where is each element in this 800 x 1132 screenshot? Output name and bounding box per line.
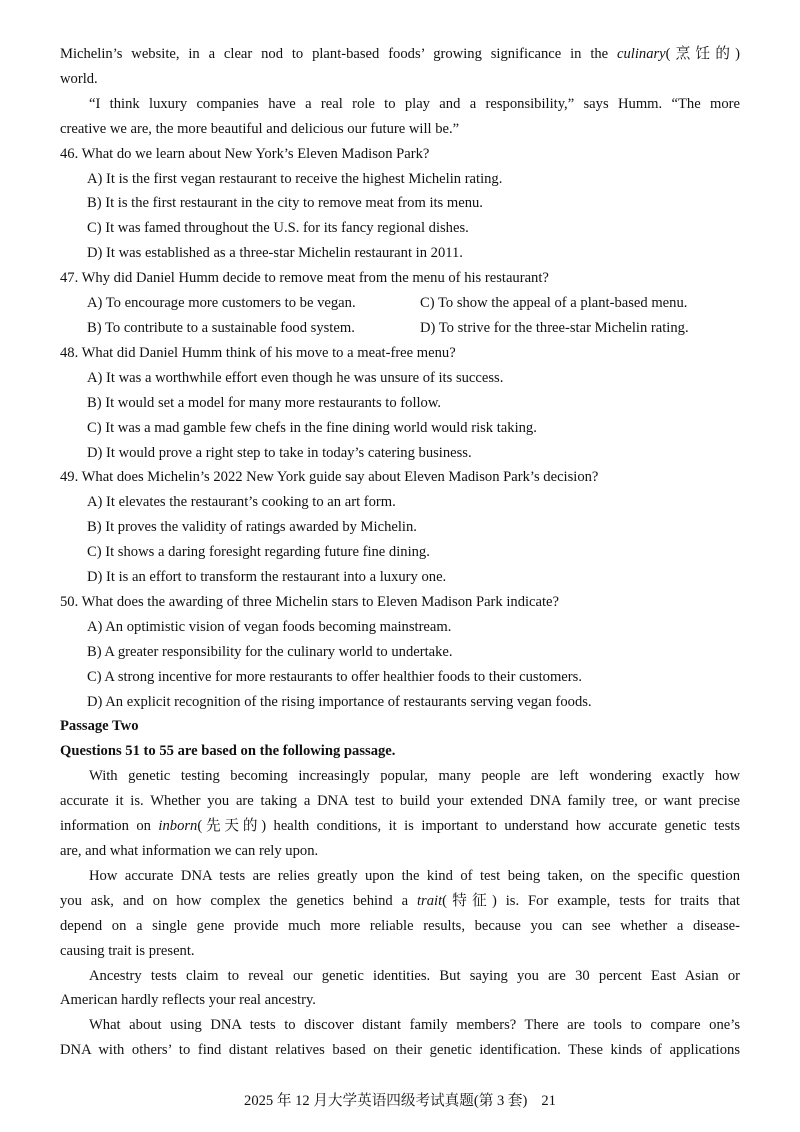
option-row (60, 316, 740, 341)
paragraph-line: With genetic testing becoming increasingly popular, many people are left wondering exactly how (89, 768, 740, 785)
italic-term: inborn (158, 818, 198, 835)
question-48-stem: 48. What did Daniel Humm think of his move to a meat-free menu? (60, 344, 456, 361)
paragraph-line: causing trait is present. (60, 942, 195, 959)
option-48-d: D) It would prove a right step to take in today’s catering business. (87, 444, 472, 461)
text: Michelin’s website, in a clear nod to plant-based foods’ growing significance in the (60, 46, 618, 62)
option-49-d: D) It is an effort to transform the restaurant into a luxury one. (87, 569, 447, 586)
option-48-a: A) It was a worthwhile effort even though he was unsure of its success. (87, 369, 504, 386)
option-46-c: C) It was famed throughout the U.S. for its fancy regional dishes. (87, 220, 469, 237)
option-50-a: A) An optimistic vision of vegan foods becoming mainstream. (87, 618, 452, 635)
paragraph-line: creative we are, the more beautiful and delicious our future will be.” (60, 120, 460, 137)
option-50-d: D) An explicit recognition of the rising importance of restaurants serving vegan foods. (87, 693, 592, 710)
question-50-stem: 50. What does the awarding of three Michelin stars to Eleven Madison Park indicate? (60, 593, 560, 610)
paragraph-line: are, and what information we can rely upon. (60, 843, 319, 859)
paragraph-line: DNA with others’ to find distant relatives based on their genetic identification. These kinds of applications (60, 1042, 740, 1059)
option-row (60, 291, 740, 316)
italic-term: trait (417, 892, 443, 909)
option-48-c: C) It was a mad gamble few chefs in the fine dining world would risk taking. (87, 419, 537, 436)
paragraph-line: What about using DNA tests to discover distant family members? There are tools to compare one’s (89, 1017, 740, 1034)
option-48-b: B) It would set a model for many more restaurants to follow. (87, 394, 442, 411)
gloss: (特征) is. For example, tests for traits that (442, 892, 740, 909)
paragraph-line (60, 889, 740, 914)
paragraph-line: accurate it is. Whether you are taking a DNA test to build your extended DNA family tree, or want precise (60, 793, 740, 810)
paragraph-line: American hardly reflects your real ancestry. (60, 992, 316, 1009)
paragraph-line (60, 42, 740, 67)
gloss: (烹饪的) (665, 46, 740, 62)
passage-heading: Passage Two (60, 718, 139, 735)
option-49-a: A) It elevates the restaurant’s cooking to an art form. (87, 494, 396, 511)
passage-instruction: Questions 51 to 55 are based on the following passage. (60, 743, 396, 760)
question-46-stem: 46. What do we learn about New York’s Eleven Madison Park? (60, 145, 430, 162)
option-50-b: B) A greater responsibility for the culinary world to undertake. (87, 643, 453, 660)
text: information on (60, 818, 159, 835)
option-46-d: D) It was established as a three-star Michelin restaurant in 2011. (87, 245, 463, 262)
footer-title: 2025 年 12 月大学英语四级考试真题(第 3 套) (244, 1093, 528, 1109)
gloss: (先天的) health conditions, it is important to understand how accurate genetic tests (197, 818, 741, 835)
paragraph-line: world. (60, 70, 98, 87)
page-footer (0, 1089, 800, 1110)
paragraph-line (60, 814, 740, 839)
paragraph-line: Ancestry tests claim to reveal our genetic identities. But saying you are 30 percent East Asian or (89, 967, 740, 984)
text: you ask, and on how complex the genetics behind a (60, 892, 417, 909)
page-number: 21 (541, 1093, 556, 1109)
option-47-b: B) To contribute to a sustainable food system. (87, 319, 355, 336)
option-49-c: C) It shows a daring foresight regarding future fine dining. (87, 544, 430, 561)
paragraph-line: How accurate DNA tests are relies greatly upon the kind of test being taken, on the specific question (89, 867, 740, 884)
page-content (60, 42, 740, 1063)
option-47-c: C) To show the appeal of a plant-based menu. (420, 295, 688, 312)
option-47-d: D) To strive for the three-star Michelin rating. (420, 319, 689, 336)
option-47-a: A) To encourage more customers to be vegan. (87, 295, 356, 312)
paragraph-line: depend on a single gene provide much more reliable results, because you can see whether a disease- (60, 917, 740, 934)
option-50-c: C) A strong incentive for more restaurants to offer healthier foods to their customers. (87, 668, 582, 685)
paragraph-line: “I think luxury companies have a real role to play and a responsibility,” says Humm. “The more (89, 95, 740, 112)
option-46-b: B) It is the first restaurant in the city to remove meat from its menu. (87, 195, 483, 212)
question-49-stem: 49. What does Michelin’s 2022 New York guide say about Eleven Madison Park’s decision? (60, 469, 599, 486)
option-49-b: B) It proves the validity of ratings awarded by Michelin. (87, 519, 417, 536)
question-47-stem: 47. Why did Daniel Humm decide to remove meat from the menu of his restaurant? (60, 270, 549, 287)
italic-term: culinary (617, 46, 666, 62)
option-46-a: A) It is the first vegan restaurant to receive the highest Michelin rating. (87, 170, 503, 187)
